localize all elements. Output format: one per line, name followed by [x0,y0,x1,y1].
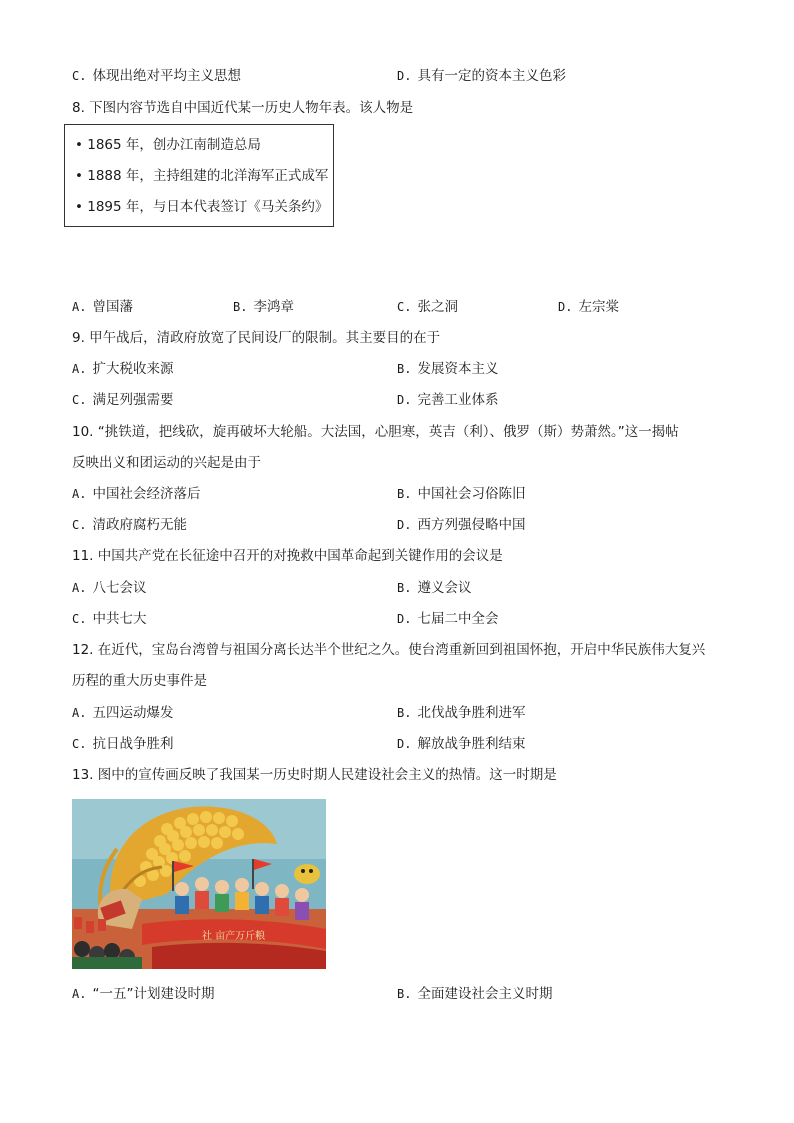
q13-option-b [397,985,552,1003]
option-text: 遵义会议 [417,580,472,596]
option-text: 解放战争胜利结束 [417,736,526,752]
option-letter: A. [72,300,87,314]
q8-option-d [558,298,619,316]
option-text: 张之洞 [417,299,458,315]
option-text: 曾国藩 [92,299,133,315]
q11-option-a [72,579,146,597]
q9-option-a [72,360,173,378]
q10-stem-line1: 10. “挑铁道，把线砍，旋再破坏大轮船。大法国，心胆寒，英吉（利）、俄罗（斯）势萧然。”这一揭帖 [72,424,679,440]
option-letter: C. [72,737,87,751]
option-letter: B. [397,362,412,376]
q11-option-b [397,579,471,597]
option-text: “一五”计划建设时期 [92,986,215,1002]
poster-banner-text: 社 亩产万斤粮 [202,931,266,942]
q8-timeline-box [64,124,334,227]
timeline-item: • 1865 年，创办江南制造总局 [75,137,261,153]
q12-option-b [397,704,525,722]
option-letter: D. [397,69,412,83]
q12-option-a [72,704,173,722]
option-letter: D. [397,737,412,751]
option-letter: A. [72,487,87,501]
q11-stem: 11. 中国共产党在长征途中召开的对挽救中国革命起到关键作用的会议是 [72,548,503,564]
option-text: 具有一定的资本主义色彩 [417,68,566,84]
option-letter: B. [397,487,412,501]
option-text: 五四运动爆发 [92,705,174,721]
q10-stem-line2: 反映出义和团运动的兴起是由于 [72,455,261,471]
option-text: 七届二中全会 [417,611,499,627]
option-letter: D. [397,518,412,532]
q11-option-d [397,610,498,628]
q7-option-c [72,67,241,85]
option-text: 扩大税收来源 [92,361,174,377]
option-text: 中国社会习俗陈旧 [417,486,526,502]
q10-option-d [397,516,525,534]
q9-option-b [397,360,498,378]
q11-option-c [72,610,146,628]
option-letter: D. [397,612,412,626]
q7-option-d [397,67,566,85]
q13-option-a [72,985,214,1003]
q8-stem: 8. 下图内容节选自中国近代某一历史人物年表。该人物是 [72,100,414,116]
option-letter: B. [233,300,248,314]
option-text: 北伐战争胜利进军 [417,705,526,721]
option-letter: C. [397,300,412,314]
option-text: 完善工业体系 [417,392,499,408]
option-letter: A. [72,581,87,595]
propaganda-poster-image [72,799,326,969]
option-letter: C. [72,612,87,626]
q9-stem: 9. 甲午战后，清政府放宽了民间设厂的限制。其主要目的在于 [72,330,441,346]
timeline-item: • 1888 年，主持组建的北洋海军正式成军 [75,168,329,184]
q9-option-d [397,391,498,409]
option-letter: B. [397,987,412,1001]
q10-option-b [397,485,525,503]
q9-option-c [72,391,173,409]
option-text: 满足列强需要 [92,392,174,408]
option-text: 全面建设社会主义时期 [417,986,553,1002]
q10-option-c [72,516,187,534]
option-text: 抗日战争胜利 [92,736,174,752]
option-text: 西方列强侵略中国 [417,517,526,533]
q8-option-c [397,298,458,316]
option-letter: C. [72,69,87,83]
option-letter: B. [397,581,412,595]
option-text: 清政府腐朽无能 [92,517,187,533]
option-letter: A. [72,987,87,1001]
timeline-item: • 1895 年，与日本代表签订《马关条约》 [75,199,329,215]
option-text: 李鸿章 [253,299,294,315]
option-letter: B. [397,706,412,720]
q13-stem: 13. 图中的宣传画反映了我国某一历史时期人民建设社会主义的热情。这一时期是 [72,767,557,783]
option-text: 中国社会经济落后 [92,486,201,502]
option-letter: D. [397,393,412,407]
option-text: 八七会议 [92,580,147,596]
q12-option-c [72,735,173,753]
q8-option-a [72,298,133,316]
option-letter: A. [72,706,87,720]
option-letter: A. [72,362,87,376]
q12-stem-line2: 历程的重大历史事件是 [72,673,207,689]
q12-stem-line1: 12. 在近代，宝岛台湾曾与祖国分离长达半个世纪之久。使台湾重新回到祖国怀抱，开启中华民族伟大复兴 [72,642,706,658]
option-letter: C. [72,393,87,407]
q10-option-a [72,485,200,503]
option-letter: D. [558,300,573,314]
q12-option-d [397,735,525,753]
option-text: 体现出绝对平均主义思想 [92,68,241,84]
option-text: 左宗棠 [578,299,619,315]
option-text: 中共七大 [92,611,147,627]
option-text: 发展资本主义 [417,361,499,377]
option-letter: C. [72,518,87,532]
q8-option-b [233,298,294,316]
